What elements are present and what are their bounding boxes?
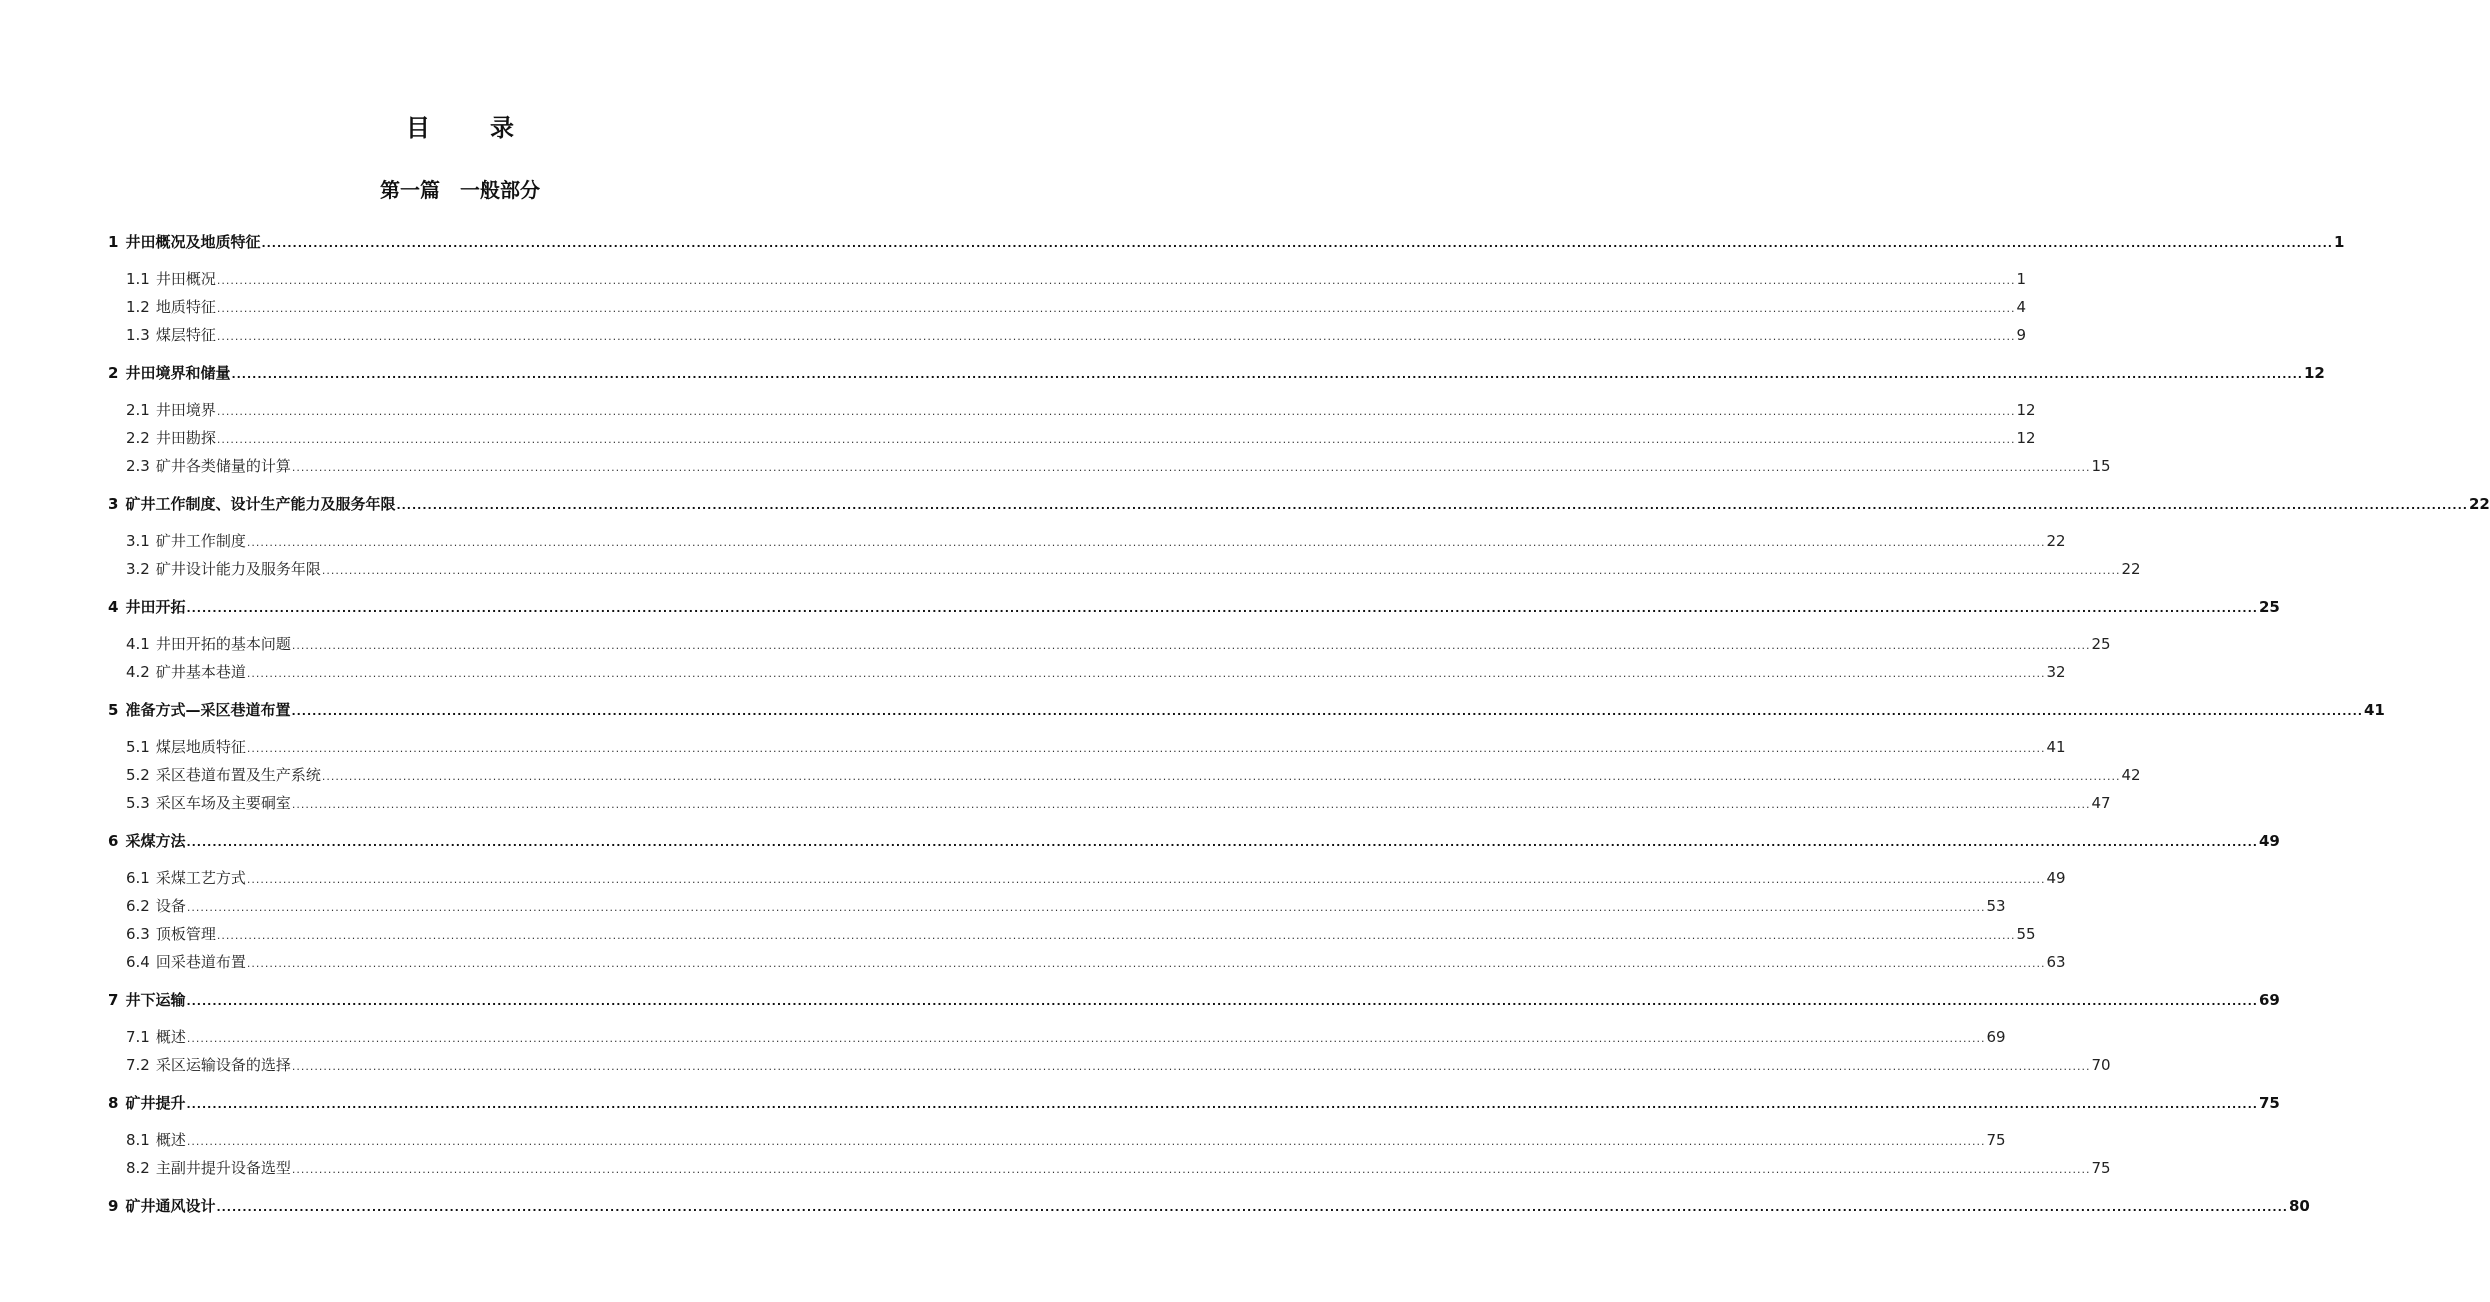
dot-leader: ................................................................................................................................................................................................................................................................................................................................................................................................................: [216, 405, 2016, 418]
toc-entry-page-number: 70: [2091, 1056, 2111, 1074]
toc-section-entry[interactable]: [126, 1054, 2111, 1076]
dot-leader: ................................................................................................................................................................................................................................................................................................................................................................................................................: [186, 1135, 1986, 1148]
toc-entry-number: 1.2: [126, 298, 150, 316]
toc-entry-title: 矿井工作制度: [155, 532, 246, 550]
toc-entry-page-number: 22: [2468, 495, 2490, 513]
toc-entry-number: 6.4: [126, 953, 150, 971]
toc-entry-page-number: 49: [2046, 869, 2066, 887]
toc-entry-title: 顶板管理: [155, 925, 216, 943]
toc-entry-number: 2: [108, 364, 119, 382]
toc-entry-number: 1.3: [126, 326, 150, 344]
toc-entry-title: 矿井各类储量的计算: [155, 457, 291, 475]
toc-section-entry[interactable]: [126, 324, 2027, 346]
toc-entry-number: 3.1: [126, 532, 150, 550]
dot-leader: ................................................................................................................................................................................................................................................................................................................................................................................................................: [186, 836, 2258, 849]
toc-entry-number: 7.1: [126, 1028, 150, 1046]
dot-leader: ................................................................................................................................................................................................................................................................................................................................................................................................................: [186, 1098, 2258, 1111]
toc-entry-number: 5.2: [126, 766, 150, 784]
toc-entry-title: 回采巷道布置: [155, 953, 246, 971]
toc-entry-page-number: 69: [2258, 991, 2280, 1009]
toc-chapter-entry[interactable]: [108, 989, 2280, 1011]
toc-entry-number: 2.2: [126, 429, 150, 447]
toc-entry-title: 矿井工作制度、设计生产能力及服务年限: [125, 495, 396, 513]
dot-leader: ................................................................................................................................................................................................................................................................................................................................................................................................................: [231, 368, 2303, 381]
toc-entry-title: 采区运输设备的选择: [155, 1056, 291, 1074]
toc-entry-title: 煤层特征: [155, 326, 216, 344]
toc-entry-number: 7: [108, 991, 119, 1009]
toc-section-entry[interactable]: [126, 661, 2066, 683]
toc-entry-number: 6.3: [126, 925, 150, 943]
toc-entry-page-number: 4: [2016, 298, 2027, 316]
toc-section-entry[interactable]: [126, 427, 2036, 449]
dot-leader: ................................................................................................................................................................................................................................................................................................................................................................................................................: [246, 667, 2046, 680]
toc-entry-title: 井田概况: [155, 270, 216, 288]
dot-leader: ................................................................................................................................................................................................................................................................................................................................................................................................................: [186, 901, 1986, 914]
toc-entry-page-number: 22: [2121, 560, 2141, 578]
toc-section-entry[interactable]: [126, 764, 2141, 786]
toc-entry-page-number: 9: [2016, 326, 2027, 344]
toc-section-entry[interactable]: [126, 736, 2066, 758]
toc-entry-title: 采煤工艺方式: [155, 869, 246, 887]
toc-entry-page-number: 25: [2258, 598, 2280, 616]
dot-leader: ................................................................................................................................................................................................................................................................................................................................................................................................................: [216, 274, 2016, 287]
toc-entry-title: 井田勘探: [155, 429, 216, 447]
dot-leader: ................................................................................................................................................................................................................................................................................................................................................................................................................: [246, 873, 2046, 886]
toc-chapter-entry[interactable]: [108, 596, 2280, 618]
part-title: 第一篇 一般部分: [380, 178, 540, 202]
dot-leader: ................................................................................................................................................................................................................................................................................................................................................................................................................: [291, 639, 2091, 652]
toc-entry-page-number: 25: [2091, 635, 2111, 653]
toc-entry-page-number: 12: [2303, 364, 2325, 382]
toc-entry-title: 采煤方法: [125, 832, 186, 850]
dot-leader: ................................................................................................................................................................................................................................................................................................................................................................................................................: [186, 1032, 1986, 1045]
dot-leader: ................................................................................................................................................................................................................................................................................................................................................................................................................: [321, 770, 2121, 783]
toc-entry-title: 设备: [155, 897, 186, 915]
toc-section-entry[interactable]: [126, 399, 2036, 421]
dot-leader: ................................................................................................................................................................................................................................................................................................................................................................................................................: [291, 1163, 2091, 1176]
toc-entry-number: 9: [108, 1197, 119, 1215]
dot-leader: ................................................................................................................................................................................................................................................................................................................................................................................................................: [291, 798, 2091, 811]
toc-entry-number: 6.1: [126, 869, 150, 887]
toc-entry-number: 1: [108, 233, 119, 251]
toc-section-entry[interactable]: [126, 530, 2066, 552]
toc-entry-page-number: 75: [2258, 1094, 2280, 1112]
toc-entry-page-number: 49: [2258, 832, 2280, 850]
toc-entry-title: 采区巷道布置及生产系统: [155, 766, 321, 784]
toc-entry-page-number: 41: [2046, 738, 2066, 756]
toc-entry-number: 4.1: [126, 635, 150, 653]
toc-section-entry[interactable]: [126, 895, 2006, 917]
dot-leader: ................................................................................................................................................................................................................................................................................................................................................................................................................: [291, 1060, 2091, 1073]
toc-entry-title: 井田概况及地质特征: [125, 233, 261, 251]
toc-entry-number: 8: [108, 1094, 119, 1112]
toc-section-entry[interactable]: [126, 1157, 2111, 1179]
toc-entry-number: 6: [108, 832, 119, 850]
toc-entry-title: 井田开拓: [125, 598, 186, 616]
toc-entry-title: 准备方式—采区巷道布置: [125, 701, 291, 719]
dot-leader: ................................................................................................................................................................................................................................................................................................................................................................................................................: [246, 742, 2046, 755]
dot-leader: ................................................................................................................................................................................................................................................................................................................................................................................................................: [246, 536, 2046, 549]
toc-entry-page-number: 55: [2016, 925, 2036, 943]
toc-entry-title: 井田境界和储量: [125, 364, 231, 382]
toc-entry-title: 采区车场及主要硐室: [155, 794, 291, 812]
dot-leader: ................................................................................................................................................................................................................................................................................................................................................................................................................: [186, 602, 2258, 615]
toc-section-entry[interactable]: [126, 455, 2111, 477]
toc-chapter-entry[interactable]: [108, 231, 2345, 253]
toc-entry-page-number: 75: [1986, 1131, 2006, 1149]
dot-leader: ................................................................................................................................................................................................................................................................................................................................................................................................................: [216, 330, 2016, 343]
toc-entry-number: 2.3: [126, 457, 150, 475]
toc-section-entry[interactable]: [126, 633, 2111, 655]
toc-chapter-entry[interactable]: [108, 830, 2280, 852]
toc-entry-page-number: 22: [2046, 532, 2066, 550]
toc-entry-number: 2.1: [126, 401, 150, 419]
dot-leader: ................................................................................................................................................................................................................................................................................................................................................................................................................: [216, 1201, 2288, 1214]
toc-entry-page-number: 80: [2288, 1197, 2310, 1215]
toc-entry-number: 4.2: [126, 663, 150, 681]
toc-entry-page-number: 42: [2121, 766, 2141, 784]
toc-entry-page-number: 12: [2016, 401, 2036, 419]
dot-leader: ................................................................................................................................................................................................................................................................................................................................................................................................................: [186, 995, 2258, 1008]
toc-entry-page-number: 53: [1986, 897, 2006, 915]
toc-section-entry[interactable]: [126, 867, 2066, 889]
toc-entry-page-number: 69: [1986, 1028, 2006, 1046]
toc-section-entry[interactable]: [126, 923, 2036, 945]
dot-leader: ................................................................................................................................................................................................................................................................................................................................................................................................................: [396, 499, 2468, 512]
toc-entry-number: 5.3: [126, 794, 150, 812]
toc-entry-number: 6.2: [126, 897, 150, 915]
toc-entry-title: 煤层地质特征: [155, 738, 246, 756]
toc-entry-number: 5: [108, 701, 119, 719]
toc-entry-page-number: 1: [2333, 233, 2345, 251]
toc-entry-page-number: 63: [2046, 953, 2066, 971]
toc-entry-title: 井下运输: [125, 991, 186, 1009]
toc-section-entry[interactable]: [126, 1129, 2006, 1151]
toc-entry-page-number: 12: [2016, 429, 2036, 447]
toc-entry-page-number: 41: [2363, 701, 2385, 719]
toc-entry-title: 矿井通风设计: [125, 1197, 216, 1215]
toc-entry-title: 井田境界: [155, 401, 216, 419]
toc-entry-page-number: 75: [2091, 1159, 2111, 1177]
toc-section-entry[interactable]: [126, 558, 2141, 580]
toc-entry-title: 矿井提升: [125, 1094, 186, 1112]
toc-section-entry[interactable]: [126, 296, 2027, 318]
toc-section-entry[interactable]: [126, 951, 2066, 973]
toc-entry-page-number: 32: [2046, 663, 2066, 681]
toc-chapter-entry[interactable]: [108, 699, 2385, 721]
toc-chapter-entry[interactable]: [108, 493, 2490, 515]
dot-leader: ................................................................................................................................................................................................................................................................................................................................................................................................................: [216, 929, 2016, 942]
toc-chapter-entry[interactable]: [108, 1195, 2310, 1217]
dot-leader: ................................................................................................................................................................................................................................................................................................................................................................................................................: [291, 705, 2363, 718]
toc-entry-number: 8.1: [126, 1131, 150, 1149]
toc-section-entry[interactable]: [126, 268, 2027, 290]
dot-leader: ................................................................................................................................................................................................................................................................................................................................................................................................................: [246, 957, 2046, 970]
toc-entry-page-number: 15: [2091, 457, 2111, 475]
toc-entry-title: 概述: [155, 1131, 186, 1149]
page-title: 目 录: [406, 114, 532, 142]
dot-leader: ................................................................................................................................................................................................................................................................................................................................................................................................................: [216, 433, 2016, 446]
dot-leader: ................................................................................................................................................................................................................................................................................................................................................................................................................: [321, 564, 2121, 577]
toc-entry-number: 3: [108, 495, 119, 513]
dot-leader: ................................................................................................................................................................................................................................................................................................................................................................................................................: [216, 302, 2016, 315]
toc-entry-number: 7.2: [126, 1056, 150, 1074]
dot-leader: ................................................................................................................................................................................................................................................................................................................................................................................................................: [261, 237, 2333, 250]
dot-leader: ................................................................................................................................................................................................................................................................................................................................................................................................................: [291, 461, 2091, 474]
toc-entry-title: 井田开拓的基本问题: [155, 635, 291, 653]
toc-chapter-entry[interactable]: [108, 362, 2325, 384]
toc-section-entry[interactable]: [126, 792, 2111, 814]
toc-entry-title: 主副井提升设备选型: [155, 1159, 291, 1177]
toc-entry-title: 矿井设计能力及服务年限: [155, 560, 321, 578]
toc-entry-number: 4: [108, 598, 119, 616]
toc-entry-title: 地质特征: [155, 298, 216, 316]
toc-entry-page-number: 1: [2016, 270, 2027, 288]
toc-entry-page-number: 47: [2091, 794, 2111, 812]
toc-entry-title: 矿井基本巷道: [155, 663, 246, 681]
toc-entry-title: 概述: [155, 1028, 186, 1046]
toc-entry-number: 1.1: [126, 270, 150, 288]
toc-section-entry[interactable]: [126, 1026, 2006, 1048]
toc-entry-number: 5.1: [126, 738, 150, 756]
toc-chapter-entry[interactable]: [108, 1092, 2280, 1114]
toc-entry-number: 8.2: [126, 1159, 150, 1177]
toc-entry-number: 3.2: [126, 560, 150, 578]
